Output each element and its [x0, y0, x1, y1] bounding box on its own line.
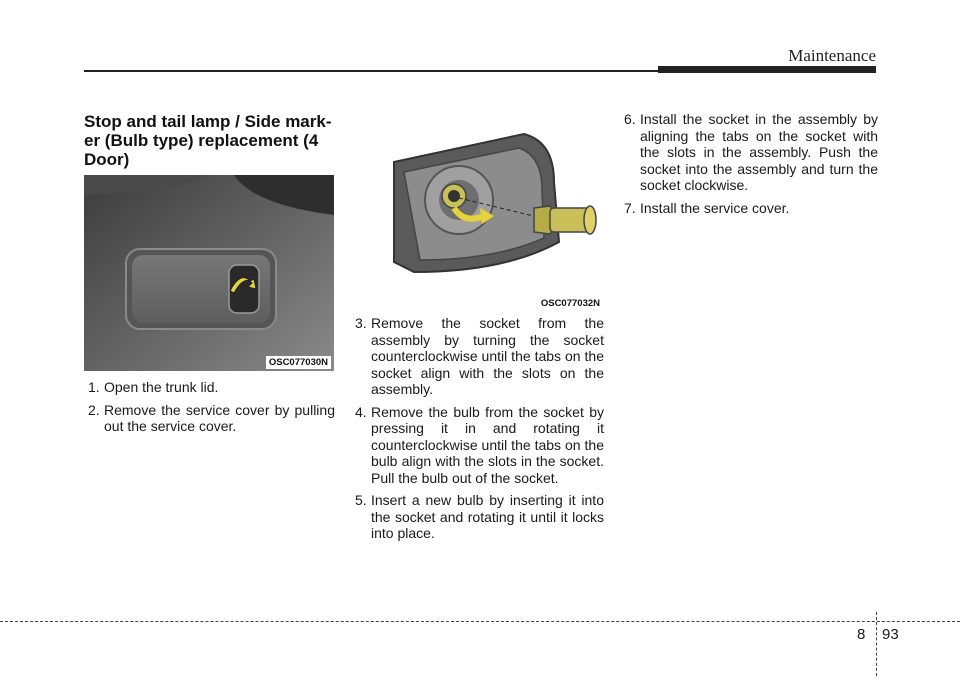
header-rule — [84, 70, 660, 72]
step-number: 2. — [88, 401, 100, 418]
step-text: Remove the socket from the assembly by turning the socket counterclockwise until the tabs on the socket align with the slots on the assembly. — [371, 315, 604, 397]
step-item — [624, 111, 878, 194]
step-text: Open the trunk lid. — [104, 379, 219, 395]
header-rule-accent — [658, 66, 876, 73]
step-text: Remove the bulb from the socket by pressing it in and rotating it counterclockwise until the tabs on the bulb align with the slots in the socket. Pull the bulb out of the socket. — [371, 403, 604, 486]
steps-column-2 — [355, 315, 604, 548]
step-item — [624, 200, 878, 217]
step-number: 4. — [355, 403, 367, 420]
service-cover-illustration — [84, 175, 334, 371]
step-number: 1. — [88, 379, 100, 395]
step-item — [88, 379, 335, 396]
step-text: Insert a new bulb by inserting it into the socket and rotating it until it locks into place. — [371, 492, 604, 541]
footer-rule — [0, 621, 960, 622]
header-title: Maintenance — [788, 46, 876, 65]
service-cover-figure — [84, 175, 334, 371]
step-number: 5. — [355, 492, 367, 508]
page-number: 93 — [882, 626, 899, 643]
section-title: Stop and tail lamp / Side mark-er (Bulb type) replacement (4 Door) — [84, 112, 332, 169]
socket-figure — [354, 112, 606, 312]
figure-code: OSC077032N — [538, 297, 603, 310]
step-item — [355, 315, 604, 398]
step-text: Install the socket in the assembly by aligning the tabs on the socket with the slots in the assembly. Push the socket into the assembly and turn the socket clockwise. — [640, 111, 878, 193]
step-item — [88, 402, 335, 435]
chapter-number: 8 — [857, 626, 866, 643]
figure-code: OSC077030N — [266, 356, 331, 369]
socket-illustration — [354, 112, 606, 312]
steps-column-3 — [624, 111, 878, 222]
step-number: 3. — [355, 315, 367, 331]
footer-divider — [876, 612, 877, 676]
steps-column-1 — [88, 379, 335, 441]
step-text: Install the service cover. — [640, 199, 790, 216]
step-number: 7. — [624, 199, 636, 216]
step-item — [355, 404, 604, 487]
step-item — [355, 492, 604, 542]
step-text: Remove the service cover by pulling out the service cover. — [104, 401, 335, 434]
step-number: 6. — [624, 111, 636, 127]
